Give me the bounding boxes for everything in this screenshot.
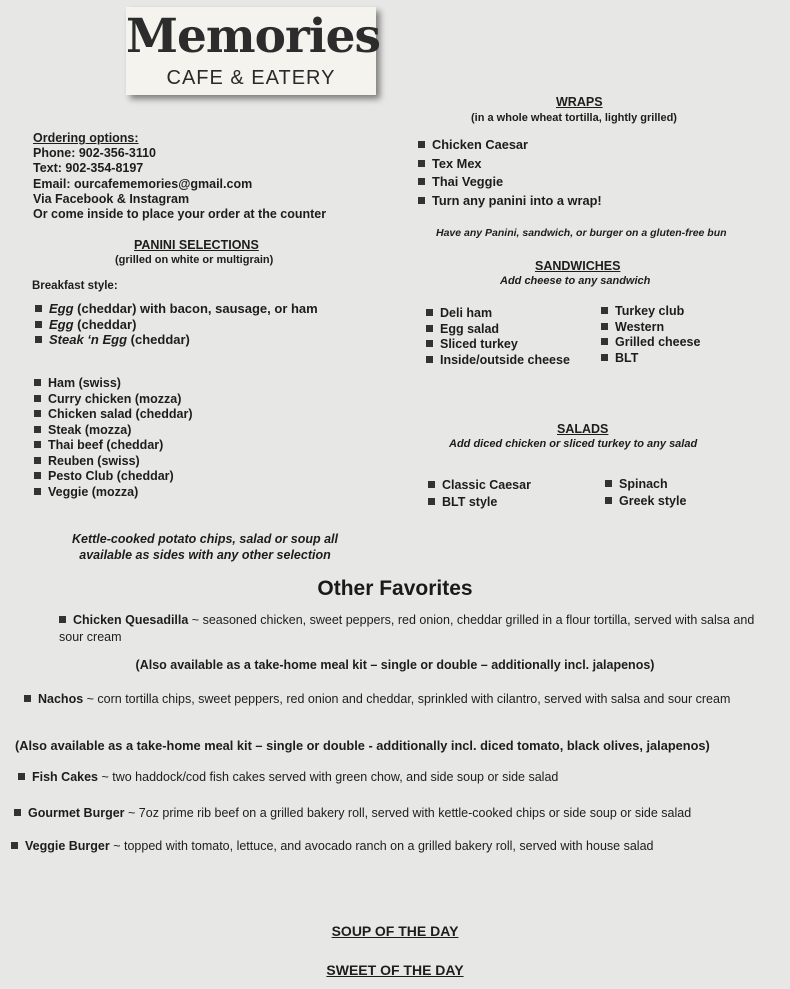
bullet-icon [601, 354, 608, 361]
bullet-icon [426, 340, 433, 347]
bullet-icon [34, 488, 41, 495]
bullet-icon [426, 325, 433, 332]
list-item: Reuben (swiss) [34, 454, 193, 470]
list-item: BLT [601, 351, 700, 367]
list-item: Inside/outside cheese [426, 353, 570, 369]
ordering-title: Ordering options: [33, 131, 139, 145]
breakfast-label: Breakfast style: [32, 280, 118, 292]
list-item: Thai Veggie [418, 174, 602, 193]
bullet-icon [35, 305, 42, 312]
list-item: Pesto Club (cheddar) [34, 469, 193, 485]
bullet-icon [418, 197, 425, 204]
list-item: Turn any panini into a wrap! [418, 193, 602, 212]
list-item: Egg salad [426, 322, 570, 338]
menu-item-gourmet-burger: Gourmet Burger ~ 7oz prime rib beef on a grilled bakery roll, served with kettle-cooked chips or side soup or side salad [14, 805, 789, 822]
list-item: Chicken salad (cheddar) [34, 407, 193, 423]
bullet-icon [418, 160, 425, 167]
panini-subtitle: (grilled on white or multigrain) [115, 254, 274, 266]
bullet-icon [428, 481, 435, 488]
salads-title: SALADS [557, 422, 609, 436]
bullet-icon [11, 842, 18, 849]
ordering-text: Text: 902-354-8197 [33, 161, 144, 176]
favorites-title: Other Favorites [317, 577, 473, 600]
bullet-icon [35, 321, 42, 328]
ordering-options [33, 131, 326, 222]
logo-name: Memories [126, 9, 380, 64]
bullet-icon [601, 338, 608, 345]
list-item: Western [601, 320, 700, 336]
soup-of-the-day: SOUP OF THE DAY [331, 923, 459, 939]
list-item: Deli ham [426, 306, 570, 322]
sandwiches-subtitle: Add cheese to any sandwich [500, 275, 651, 287]
ordering-email: Email: ourcafememories@gmail.com [33, 176, 253, 191]
meal-kit-note-quesadilla: (Also available as a take-home meal kit – single or double – additionally incl. jalapenos) [135, 658, 655, 672]
salads-subtitle: Add diced chicken or sliced turkey to any salad [449, 438, 698, 450]
list-item: Greek style [605, 494, 686, 511]
bullet-icon [34, 426, 41, 433]
panini-list [34, 376, 193, 500]
sweet-of-the-day: SWEET OF THE DAY [326, 962, 464, 978]
list-item: Chicken Caesar [418, 137, 602, 156]
list-item: Tex Mex [418, 156, 602, 175]
menu-item-nachos: Nachos ~ corn tortilla chips, sweet peppers, red onion and cheddar, sprinkled with cilantro, served with salsa and sour cream [24, 691, 776, 708]
bullet-icon [34, 472, 41, 479]
list-item: Turkey club [601, 304, 700, 320]
bullet-icon [24, 695, 31, 702]
wraps-list [418, 137, 602, 211]
list-item: Steak (mozza) [34, 423, 193, 439]
logo [126, 7, 380, 95]
menu-item-fish-cakes: Fish Cakes ~ two haddock/cod fish cakes served with green chow, and side soup or side salad [18, 769, 778, 786]
gluten-free-note: Have any Panini, sandwich, or burger on a gluten-free bun [436, 227, 727, 239]
list-item: Classic Caesar [428, 478, 531, 495]
bullet-icon [34, 379, 41, 386]
salads-col2 [605, 477, 686, 511]
meal-kit-note-nachos: (Also available as a take-home meal kit – single or double - additionally incl. diced tomato, black olives, jalapenos) [15, 738, 710, 753]
sandwiches-col2 [601, 304, 700, 366]
bullet-icon [601, 307, 608, 314]
list-item: Spinach [605, 477, 686, 494]
menu-item-quesadilla: Chicken Quesadilla ~ seasoned chicken, sweet peppers, red onion, cheddar grilled in a flour tortilla, served with salsa and sour cream [59, 613, 755, 644]
bullet-icon [59, 616, 66, 623]
wraps-title: WRAPS [556, 95, 603, 109]
menu-item-veggie-burger: Veggie Burger ~ topped with tomato, lettuce, and avocado ranch on a grilled bakery roll, served with house salad [11, 838, 781, 855]
list-item: Grilled cheese [601, 335, 700, 351]
bullet-icon [605, 480, 612, 487]
bullet-icon [428, 498, 435, 505]
ordering-counter: Or come inside to place your order at the counter [33, 207, 327, 222]
bullet-icon [601, 323, 608, 330]
bullet-icon [426, 356, 433, 363]
bullet-icon [34, 457, 41, 464]
bullet-icon [18, 773, 25, 780]
ordering-phone: Phone: 902-356-3110 [33, 146, 156, 161]
wraps-subtitle: (in a whole wheat tortilla, lightly grilled) [471, 112, 677, 124]
list-item: Curry chicken (mozza) [34, 392, 193, 408]
sandwiches-col1 [426, 306, 570, 368]
list-item: Ham (swiss) [34, 376, 193, 392]
bullet-icon [605, 497, 612, 504]
list-item: Veggie (mozza) [34, 485, 193, 501]
list-item: Egg (cheddar) [35, 317, 318, 333]
panini-title: PANINI SELECTIONS [134, 238, 259, 252]
list-item: Egg (cheddar) with bacon, sausage, or ham [35, 301, 318, 317]
bullet-icon [418, 178, 425, 185]
bullet-icon [418, 141, 425, 148]
list-item: Sliced turkey [426, 337, 570, 353]
sides-note: Kettle-cooked potato chips, salad or soup all available as sides with any other selection [71, 532, 338, 562]
bullet-icon [426, 309, 433, 316]
bullet-icon [34, 441, 41, 448]
list-item: Steak ‘n Egg (cheddar) [35, 332, 318, 348]
salads-col1 [428, 478, 531, 512]
bullet-icon [34, 410, 41, 417]
sandwiches-title: SANDWICHES [535, 259, 621, 273]
ordering-social: Via Facebook & Instagram [33, 191, 190, 206]
logo-subtitle: CAFE & EATERY [166, 67, 336, 89]
list-item: Thai beef (cheddar) [34, 438, 193, 454]
list-item: BLT style [428, 495, 531, 512]
bullet-icon [35, 336, 42, 343]
bullet-icon [14, 809, 21, 816]
breakfast-list [35, 301, 318, 348]
bullet-icon [34, 395, 41, 402]
